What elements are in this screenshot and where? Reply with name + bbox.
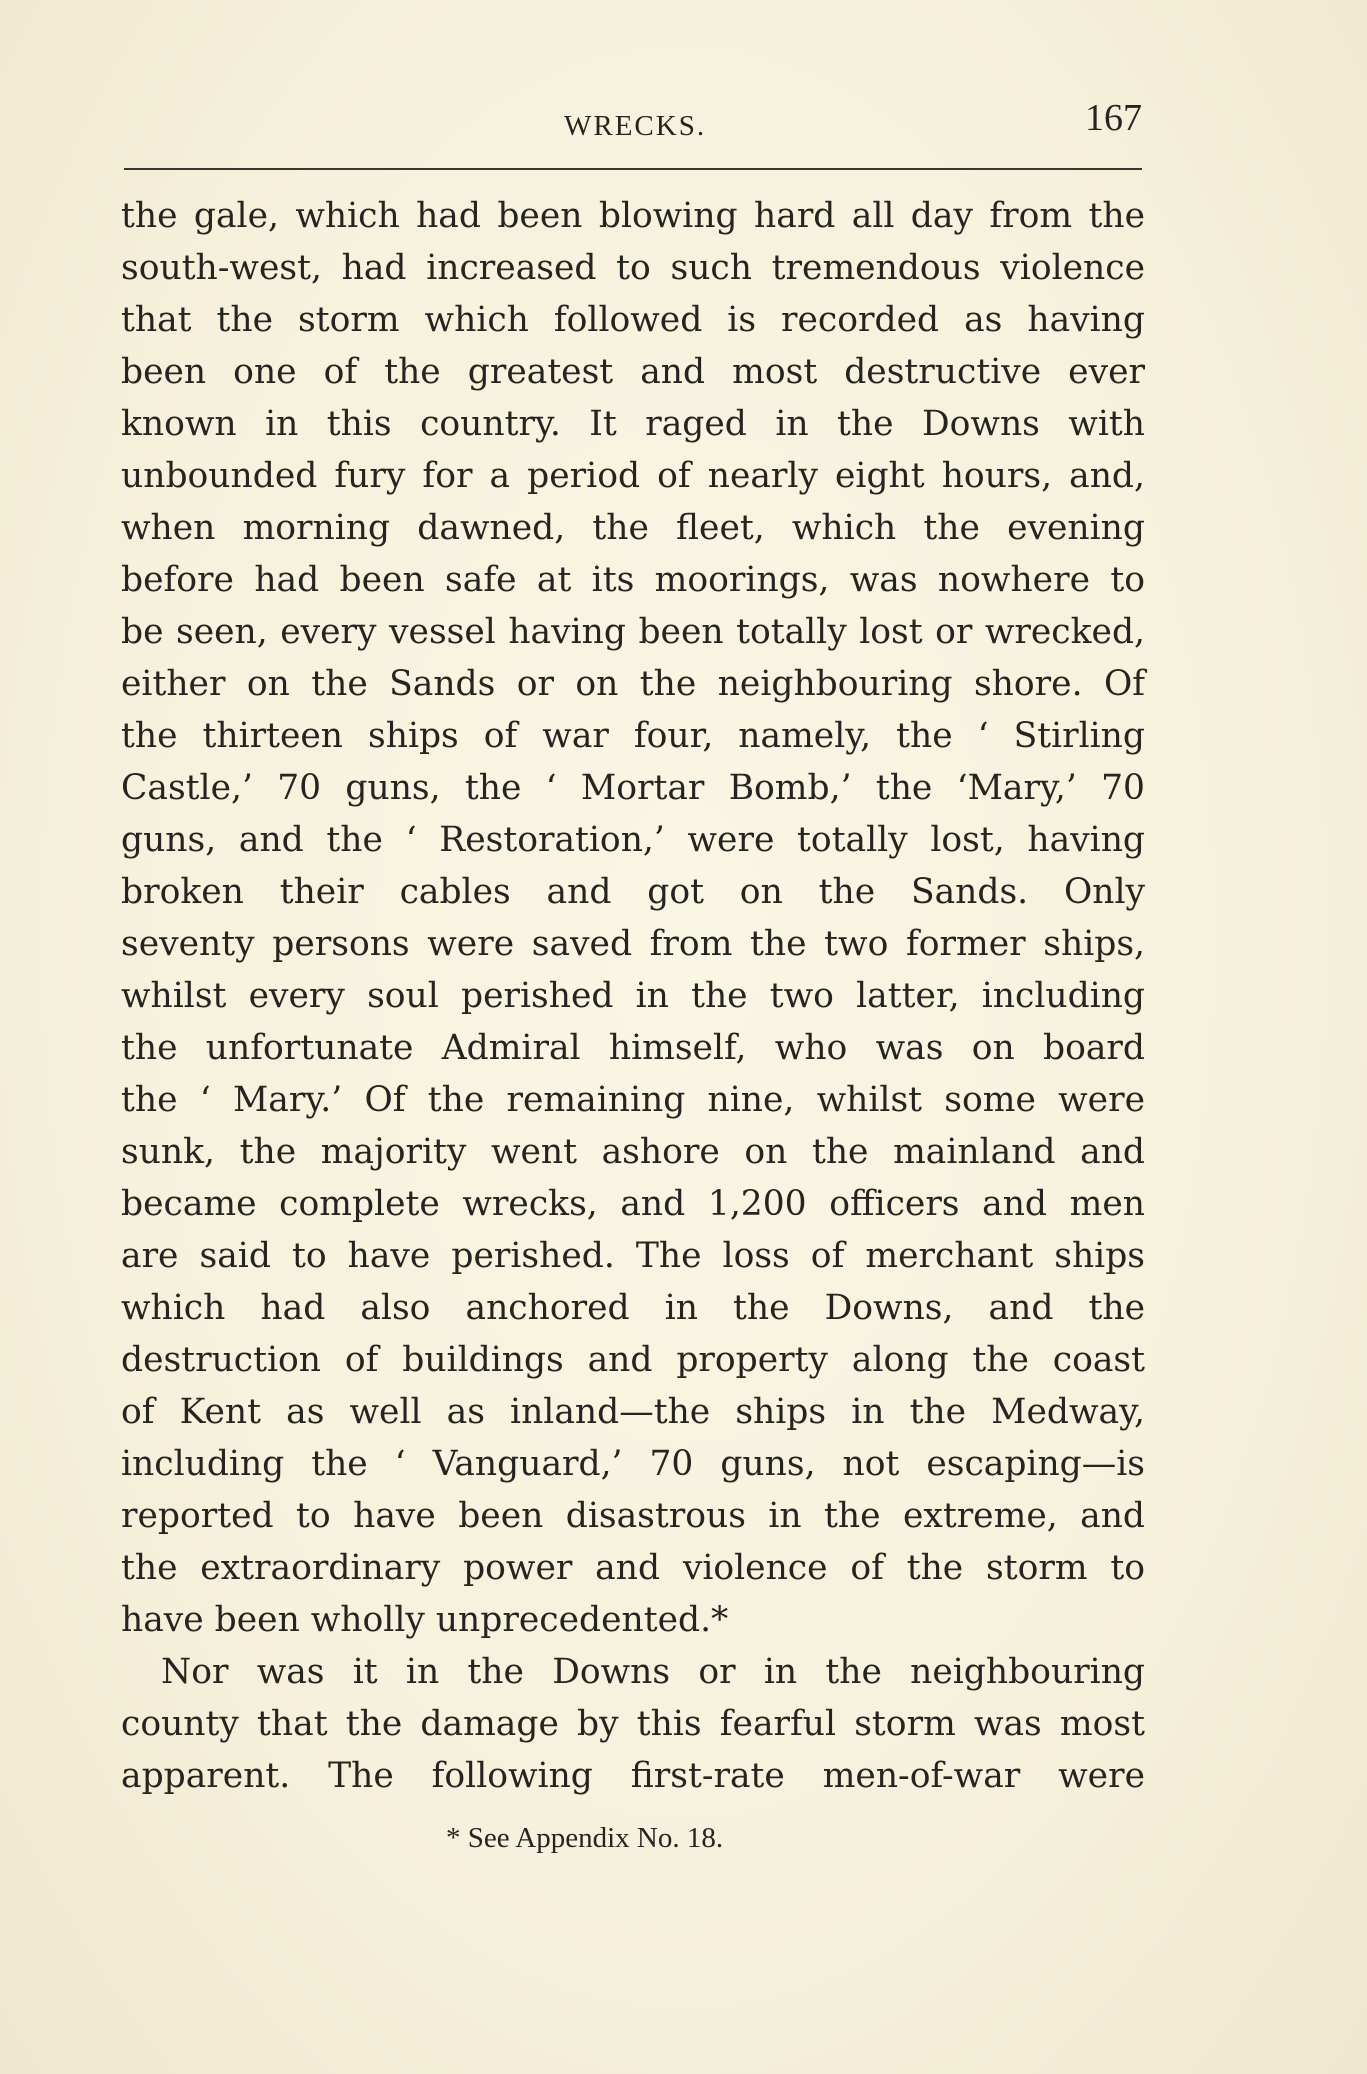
text-line: of Kent as well as inland—the ships in the Medway, <box>121 1392 1145 1432</box>
text-line: be seen, every vessel having been totally lost or wrecked, <box>121 612 1145 652</box>
text-line: Castle,’ 70 guns, the ‘ Mortar Bomb,’ the ‘Mary,’ 70 <box>121 768 1145 808</box>
header-rule <box>124 168 1142 170</box>
text-line: Nor was it in the Downs or in the neighbouring <box>161 1652 1145 1692</box>
running-title: WRECKS. <box>564 110 707 142</box>
text-line: south-west, had increased to such tremendous violence <box>121 248 1145 288</box>
text-line: been one of the greatest and most destructive ever <box>121 352 1145 392</box>
text-line: sunk, the majority went ashore on the mainland and <box>121 1132 1145 1172</box>
text-line: that the storm which followed is recorded as having <box>121 300 1145 340</box>
text-line: unbounded fury for a period of nearly eight hours, and, <box>121 456 1145 496</box>
text-line: the thirteen ships of war four, namely, the ‘ Stirling <box>121 716 1145 756</box>
text-line: have been wholly unprecedented.* <box>121 1600 729 1640</box>
text-line: before had been safe at its moorings, was nowhere to <box>121 560 1145 600</box>
paragraph-2 <box>121 1646 1145 1802</box>
text-line: known in this country. It raged in the Downs with <box>121 404 1145 444</box>
text-line: seventy persons were saved from the two former ships, <box>121 924 1145 964</box>
text-line: broken their cables and got on the Sands. Only <box>121 872 1145 912</box>
text-line: county that the damage by this fearful storm was most <box>121 1704 1145 1744</box>
text-line: whilst every soul perished in the two latter, including <box>121 976 1145 1016</box>
text-line: guns, and the ‘ Restoration,’ were totally lost, having <box>121 820 1145 860</box>
text-line: the extraordinary power and violence of the storm to <box>121 1548 1145 1588</box>
text-line: apparent. The following first-rate men-of-war were <box>121 1756 1145 1796</box>
text-line: are said to have perished. The loss of merchant ships <box>121 1236 1145 1276</box>
page-header <box>124 96 1142 148</box>
paragraph-1 <box>121 190 1145 1646</box>
text-line: the gale, which had been blowing hard all day from the <box>121 196 1145 236</box>
text-line: the unfortunate Admiral himself, who was on board <box>121 1028 1145 1068</box>
text-line: the ‘ Mary.’ Of the remaining nine, whilst some were <box>121 1080 1145 1120</box>
text-line: reported to have been disastrous in the extreme, and <box>121 1496 1145 1536</box>
text-line: when morning dawned, the fleet, which the evening <box>121 508 1145 548</box>
text-line: either on the Sands or on the neighbouring shore. Of <box>121 664 1145 704</box>
page-number: 167 <box>1085 97 1142 139</box>
footnote: * See Appendix No. 18. <box>446 1822 724 1854</box>
text-line: destruction of buildings and property along the coast <box>121 1340 1145 1380</box>
text-line: became complete wrecks, and 1,200 officers and men <box>121 1184 1145 1224</box>
body-text <box>121 190 1145 1802</box>
text-line: including the ‘ Vanguard,’ 70 guns, not escaping—is <box>121 1444 1145 1484</box>
text-line: which had also anchored in the Downs, and the <box>121 1288 1145 1328</box>
